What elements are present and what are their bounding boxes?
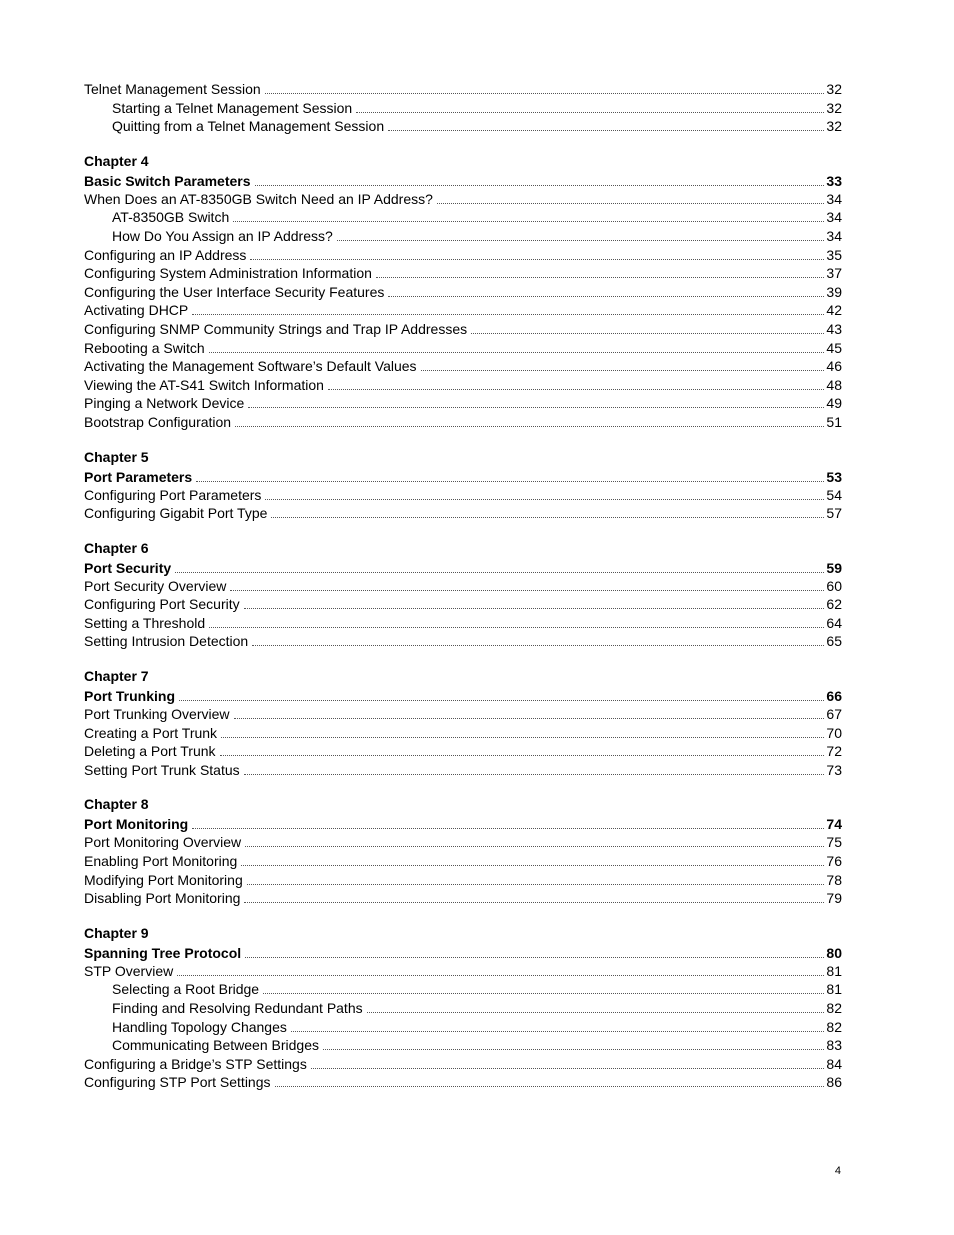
toc-entry-title: Basic Switch Parameters <box>84 172 251 189</box>
toc-entry[interactable] <box>84 394 842 413</box>
dot-leader <box>271 517 824 518</box>
toc-entry-title: Viewing the AT-S41 Switch Information <box>84 376 324 393</box>
toc-entry-title: Handling Topology Changes <box>112 1018 287 1035</box>
toc-entry-page: 33 <box>826 172 842 189</box>
dot-leader <box>192 314 824 315</box>
dot-leader <box>367 1012 825 1013</box>
dot-leader <box>323 1049 824 1050</box>
toc-entry-page: 32 <box>826 118 842 135</box>
toc-entry[interactable] <box>84 504 842 523</box>
dot-leader <box>388 296 824 297</box>
toc-entry-page: 86 <box>826 1074 842 1091</box>
toc-entry-page: 80 <box>826 944 842 961</box>
toc-entry[interactable] <box>84 246 842 265</box>
chapter-section <box>84 795 842 907</box>
toc-entry-page: 76 <box>826 853 842 870</box>
toc-entry-title: Deleting a Port Trunk <box>84 743 216 760</box>
dot-leader <box>376 277 825 278</box>
chapter-section <box>84 152 842 432</box>
toc-entry-title: Port Parameters <box>84 468 193 485</box>
toc-entry[interactable] <box>84 208 842 227</box>
toc-entry-title: Configuring Gigabit Port Type <box>84 505 268 522</box>
dot-leader <box>209 352 825 353</box>
toc-entry[interactable] <box>84 1055 842 1074</box>
toc-entry-page: 75 <box>826 834 842 851</box>
toc-entry-page: 83 <box>826 1037 842 1054</box>
dot-leader <box>311 1068 825 1069</box>
dot-leader <box>209 627 824 628</box>
chapter-label: Chapter 8 <box>84 796 149 813</box>
dot-leader <box>244 608 825 609</box>
toc-entry-page: 74 <box>826 816 842 833</box>
toc-entry[interactable] <box>84 999 842 1018</box>
toc-entry-page: 70 <box>826 724 842 741</box>
table-of-contents <box>84 80 842 1092</box>
toc-entry-page: 39 <box>826 283 842 300</box>
dot-leader <box>421 370 825 371</box>
dot-leader <box>192 828 824 829</box>
toc-entry-title: Port Trunking Overview <box>84 706 230 723</box>
toc-entry-page: 66 <box>826 688 842 705</box>
chapter-section <box>84 539 842 651</box>
chapter-title-entry[interactable] <box>84 560 842 577</box>
dot-leader <box>235 426 824 427</box>
toc-entry-page: 72 <box>826 743 842 760</box>
toc-entry-page: 79 <box>826 890 842 907</box>
toc-entry[interactable] <box>84 320 842 339</box>
toc-entry-title: Configuring SNMP Community Strings and Trap IP Addresses <box>84 320 468 337</box>
toc-entry[interactable] <box>84 1036 842 1055</box>
toc-entry[interactable] <box>84 833 842 852</box>
toc-entry[interactable] <box>84 301 842 320</box>
toc-entry[interactable] <box>84 742 842 761</box>
dot-leader <box>250 259 824 260</box>
toc-entry-page: 42 <box>826 302 842 319</box>
toc-entry-title: Starting a Telnet Management Session <box>112 99 353 116</box>
toc-entry[interactable] <box>84 486 842 505</box>
dot-leader <box>230 590 824 591</box>
toc-entry[interactable] <box>84 1073 842 1092</box>
chapter-title-entry[interactable] <box>84 688 842 705</box>
toc-entry-page: 34 <box>826 190 842 207</box>
toc-entry[interactable] <box>84 614 842 633</box>
toc-entry-title: Bootstrap Configuration <box>84 413 232 430</box>
dot-leader <box>220 755 825 756</box>
toc-entry-page: 64 <box>826 614 842 631</box>
toc-entry-page: 48 <box>826 376 842 393</box>
toc-entry-page: 62 <box>826 596 842 613</box>
dot-leader <box>356 112 824 113</box>
chapter-title-entry[interactable] <box>84 173 842 190</box>
toc-entry-title: Setting Intrusion Detection <box>84 633 249 650</box>
toc-entry[interactable] <box>84 227 842 246</box>
toc-entry-title: Configuring Port Parameters <box>84 486 262 503</box>
toc-entry[interactable] <box>84 724 842 743</box>
toc-entry-page: 82 <box>826 1018 842 1035</box>
toc-entry[interactable] <box>84 705 842 724</box>
toc-entry-page: 67 <box>826 706 842 723</box>
toc-entry[interactable] <box>84 339 842 358</box>
toc-entry[interactable] <box>84 283 842 302</box>
toc-entry-title: Activating DHCP <box>84 302 189 319</box>
chapter-label: Chapter 4 <box>84 152 149 169</box>
toc-entry[interactable] <box>84 871 842 890</box>
toc-entry[interactable] <box>84 190 842 209</box>
toc-entry-title: Creating a Port Trunk <box>84 724 218 741</box>
dot-leader <box>241 865 824 866</box>
toc-entry-title: Port Monitoring Overview <box>84 834 242 851</box>
toc-entry[interactable] <box>84 117 842 136</box>
chapter-label: Chapter 9 <box>84 924 149 941</box>
toc-entry-title: Port Security Overview <box>84 577 227 594</box>
toc-entry[interactable] <box>84 761 842 780</box>
chapter-label: Chapter 5 <box>84 448 149 465</box>
dot-leader <box>234 718 825 719</box>
toc-entry[interactable] <box>84 852 842 871</box>
toc-entry-page: 34 <box>826 209 842 226</box>
toc-entry[interactable] <box>84 1018 842 1037</box>
dot-leader <box>291 1031 825 1032</box>
toc-entry[interactable] <box>84 632 842 651</box>
toc-entry-title: STP Overview <box>84 962 174 979</box>
chapter-title-entry[interactable] <box>84 816 842 833</box>
chapter-section <box>84 448 842 523</box>
toc-entry-page: 35 <box>826 246 842 263</box>
toc-entry-page: 34 <box>826 227 842 244</box>
toc-entry-title: Enabling Port Monitoring <box>84 853 238 870</box>
toc-entry-page: 32 <box>826 81 842 97</box>
toc-entry-title: Configuring STP Port Settings <box>84 1074 271 1091</box>
toc-entry[interactable] <box>84 376 842 395</box>
dot-leader <box>244 902 824 903</box>
dot-leader <box>328 389 824 390</box>
dot-leader <box>263 993 824 994</box>
toc-entry[interactable] <box>84 980 842 999</box>
toc-entry-page: 82 <box>826 1000 842 1016</box>
dot-leader <box>471 333 824 334</box>
toc-entry-title: Activating the Management Software’s Default Values <box>84 358 417 375</box>
toc-entry-page: 60 <box>826 577 842 594</box>
chapter-section <box>84 924 842 1092</box>
toc-entry-page: 45 <box>826 339 842 356</box>
dot-leader <box>388 130 824 131</box>
dot-leader <box>175 572 824 573</box>
chapter-title-entry[interactable] <box>84 945 842 962</box>
page-number: 4 <box>834 1165 841 1177</box>
toc-entry-title: Configuring the User Interface Security Features <box>84 283 385 300</box>
toc-entry-page: 53 <box>826 468 842 485</box>
toc-entry-title: Configuring System Administration Information <box>84 265 372 282</box>
toc-entry-title: Configuring an IP Address <box>84 246 247 263</box>
chapter-label: Chapter 6 <box>84 539 149 556</box>
dot-leader <box>275 1086 825 1087</box>
dot-leader <box>245 957 824 958</box>
toc-entry[interactable] <box>84 357 842 376</box>
toc-entry-page: 59 <box>826 559 842 576</box>
toc-entry[interactable] <box>84 595 842 614</box>
dot-leader <box>196 481 824 482</box>
toc-entry-title: Communicating Between Bridges <box>112 1037 319 1054</box>
toc-entry-page: 49 <box>826 395 842 412</box>
toc-entry-page: 84 <box>826 1055 842 1072</box>
toc-entry-title: Port Trunking <box>84 688 175 705</box>
chapter-section <box>84 667 842 779</box>
toc-entry-title: Setting Port Trunk Status <box>84 761 240 778</box>
toc-entry-page: 78 <box>826 871 842 888</box>
toc-entry-title: Finding and Resolving Redundant Paths <box>112 1000 363 1016</box>
toc-entry-page: 46 <box>826 358 842 375</box>
chapter-label: Chapter 7 <box>84 668 149 685</box>
toc-entry[interactable] <box>84 889 842 908</box>
toc-entry-page: 81 <box>826 981 842 998</box>
toc-entry-title: Disabling Port Monitoring <box>84 890 241 907</box>
toc-entry-title: Spanning Tree Protocol <box>84 944 242 961</box>
toc-entry[interactable] <box>84 962 842 981</box>
dot-leader <box>245 846 824 847</box>
dot-leader <box>247 884 825 885</box>
toc-entry-title: Telnet Management Session <box>84 81 261 97</box>
dot-leader <box>265 499 824 500</box>
toc-entry-page: 32 <box>826 99 842 116</box>
toc-entry[interactable] <box>84 80 842 99</box>
toc-entry-title: Quitting from a Telnet Management Session <box>112 118 385 135</box>
toc-entry-page: 51 <box>826 413 842 430</box>
toc-entry-page: 37 <box>826 265 842 282</box>
toc-entry-title: When Does an AT-8350GB Switch Need an IP Address? <box>84 190 433 207</box>
toc-entry-page: 65 <box>826 633 842 650</box>
toc-entry-page: 43 <box>826 320 842 337</box>
dot-leader <box>233 221 824 222</box>
toc-entry-title: Setting a Threshold <box>84 614 206 631</box>
toc-entry-title: Port Monitoring <box>84 816 189 833</box>
toc-entry[interactable] <box>84 413 842 432</box>
dot-leader <box>221 737 824 738</box>
toc-entry-title: Port Security <box>84 559 172 576</box>
dot-leader <box>252 645 824 646</box>
toc-entry-title: Pinging a Network Device <box>84 395 245 412</box>
toc-entry-title: Configuring Port Security <box>84 596 240 613</box>
toc-entry-title: Configuring a Bridge’s STP Settings <box>84 1055 307 1072</box>
toc-entry-page: 57 <box>826 505 842 522</box>
toc-entry-title: AT-8350GB Switch <box>112 209 230 226</box>
dot-leader <box>248 407 824 408</box>
dot-leader <box>265 93 825 94</box>
dot-leader <box>337 240 825 241</box>
dot-leader <box>255 185 825 186</box>
toc-entry-title: Modifying Port Monitoring <box>84 871 243 888</box>
toc-entry-page: 73 <box>826 761 842 778</box>
dot-leader <box>244 774 825 775</box>
dot-leader <box>179 700 824 701</box>
toc-entry-page: 54 <box>826 486 842 503</box>
chapter-title-entry[interactable] <box>84 469 842 486</box>
dot-leader <box>177 975 824 976</box>
toc-entry-title: Selecting a Root Bridge <box>112 981 260 998</box>
toc-entry-title: Rebooting a Switch <box>84 339 205 356</box>
toc-entry[interactable] <box>84 577 842 596</box>
toc-entry[interactable] <box>84 99 842 118</box>
toc-entry-title: How Do You Assign an IP Address? <box>112 227 333 244</box>
toc-entry[interactable] <box>84 264 842 283</box>
toc-entry-page: 81 <box>826 962 842 979</box>
dot-leader <box>437 203 825 204</box>
